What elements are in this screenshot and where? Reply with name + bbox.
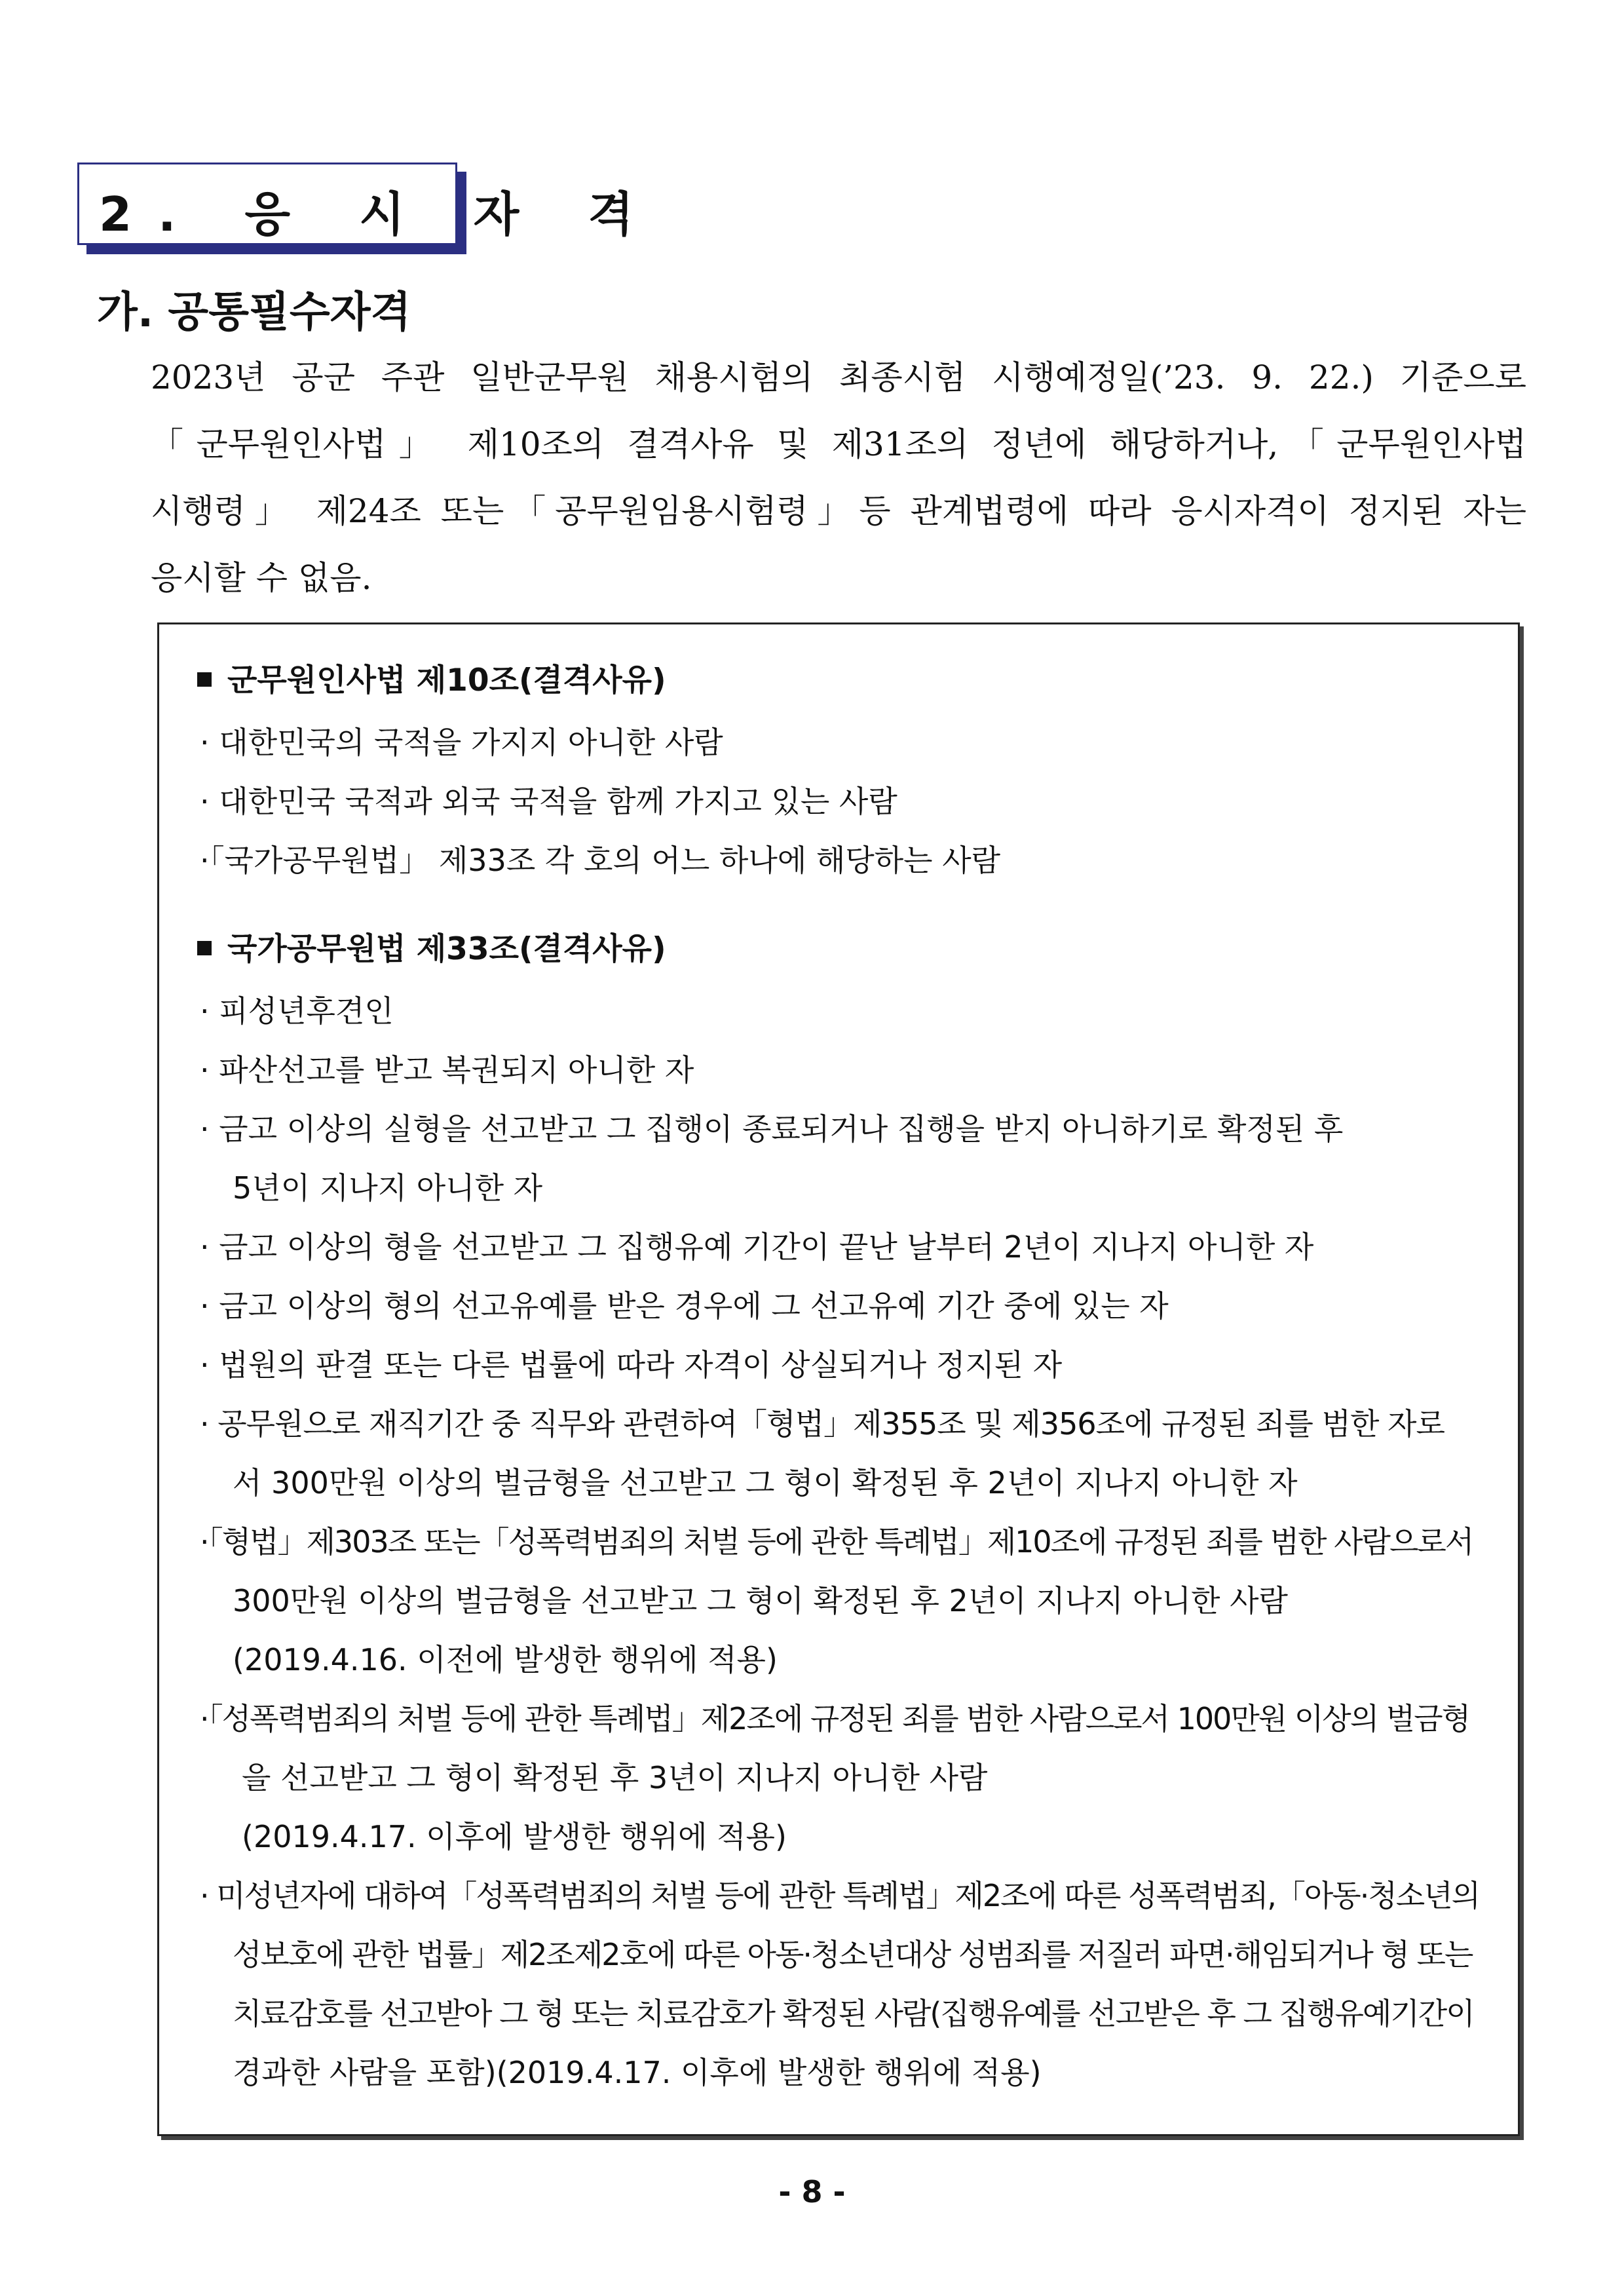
list-item: · 금고 이상의 실형을 선고받고 그 집행이 종료되거나 집행을 받지 아니하기로 확정된 후 <box>200 1111 1344 1147</box>
list-item: ·「국가공무원법」 제33조 각 호의 어느 하나에 해당하는 사람 <box>200 843 1001 878</box>
list-item: · 파산선고를 받고 복권되지 아니한 자 <box>200 1052 694 1088</box>
list-item-continuation: 치료감호를 선고받아 그 형 또는 치료감호가 확정된 사람(집행유예를 선고받은 후 그 집행유예기간이 <box>233 1996 1474 2031</box>
page-number: - 8 - <box>778 2174 846 2210</box>
disqualification-box <box>157 622 1520 2136</box>
square-bullet-icon <box>197 672 212 687</box>
list-item: · 피성년후견인 <box>200 993 394 1029</box>
list-item-continuation: 서 300만원 이상의 벌금형을 선고받고 그 형이 확정된 후 2년이 지나지 아니한 자 <box>233 1465 1298 1501</box>
list-item-note: (2019.4.17. 이후에 발생한 행위에 적용) <box>242 1819 787 1854</box>
square-bullet-icon <box>197 941 212 955</box>
list-item: · 법원의 판결 또는 다른 법률에 따라 자격이 상실되거나 정지된 자 <box>200 1347 1063 1383</box>
box-heading-national-public-officials-act: 국가공무원법 제33조(결격사유) <box>197 925 666 968</box>
list-item-continuation: 을 선고받고 그 형이 확정된 후 3년이 지나지 아니한 사람 <box>242 1760 988 1795</box>
list-item-continuation: 경과한 사람을 포함)(2019.4.17. 이후에 발생한 행위에 적용) <box>233 2055 1042 2090</box>
intro-line: 응시할 수 없음. <box>151 559 372 597</box>
list-item: · 대한민국의 국적을 가지지 아니한 사람 <box>200 725 723 760</box>
list-item-continuation: 5년이 지나지 아니한 자 <box>233 1170 543 1206</box>
list-item-continuation: 300만원 이상의 벌금형을 선고받고 그 형이 확정된 후 2년이 지나지 아니한 사람 <box>233 1583 1288 1618</box>
list-item: · 미성년자에 대하여「성폭력범죄의 처벌 등에 관한 특례법」제2조에 따른 성폭력범죄,「아동·청소년의 <box>200 1878 1480 1913</box>
list-item: ·「성폭력범죄의 처벌 등에 관한 특례법」제2조에 규정된 죄를 범한 사람으로서 100만원 이상의 벌금형 <box>200 1701 1470 1736</box>
section-title-box <box>77 163 660 245</box>
box-heading-military-civilian-act: 군무원인사법 제10조(결격사유) <box>197 656 666 700</box>
list-item-continuation: 성보호에 관한 법률」제2조제2호에 따른 아동·청소년대상 성범죄를 저질러 파면·해임되거나 형 또는 <box>233 1937 1473 1972</box>
section-title: 2. 응 시 자 격 <box>99 187 660 242</box>
intro-paragraph <box>151 344 1526 611</box>
list-item: · 금고 이상의 형을 선고받고 그 집행유예 기간이 끝난 날부터 2년이 지나지 아니한 자 <box>200 1229 1314 1265</box>
subsection-title: 가. 공통필수자격 <box>97 288 411 337</box>
intro-line: 「군무원인사법」 제10조의 결격사유 및 제31조의 정년에 해당하거나,「군무원인사법 <box>151 425 1526 463</box>
list-item: · 금고 이상의 형의 선고유예를 받은 경우에 그 선고유예 기간 중에 있는 자 <box>200 1288 1169 1324</box>
list-item-note: (2019.4.16. 이전에 발생한 행위에 적용) <box>233 1642 778 1677</box>
list-item: ·「형법」제303조 또는「성폭력범죄의 처벌 등에 관한 특례법」제10조에 규정된 죄를 범한 사람으로서 <box>200 1524 1473 1559</box>
list-item: · 공무원으로 재직기간 중 직무와 관련하여「형법」제355조 및 제356조에 규정된 죄를 범한 자로 <box>200 1406 1445 1442</box>
intro-line: 2023년 공군 주관 일반군무원 채용시험의 최종시험 시행예정일(’23. 9. 22.) 기준으로 <box>151 358 1526 396</box>
list-item: · 대한민국 국적과 외국 국적을 함께 가지고 있는 사람 <box>200 784 897 819</box>
intro-line: 시행령」 제24조 또는「공무원임용시험령」등 관계법령에 따라 응시자격이 정지된 자는 <box>151 492 1526 530</box>
